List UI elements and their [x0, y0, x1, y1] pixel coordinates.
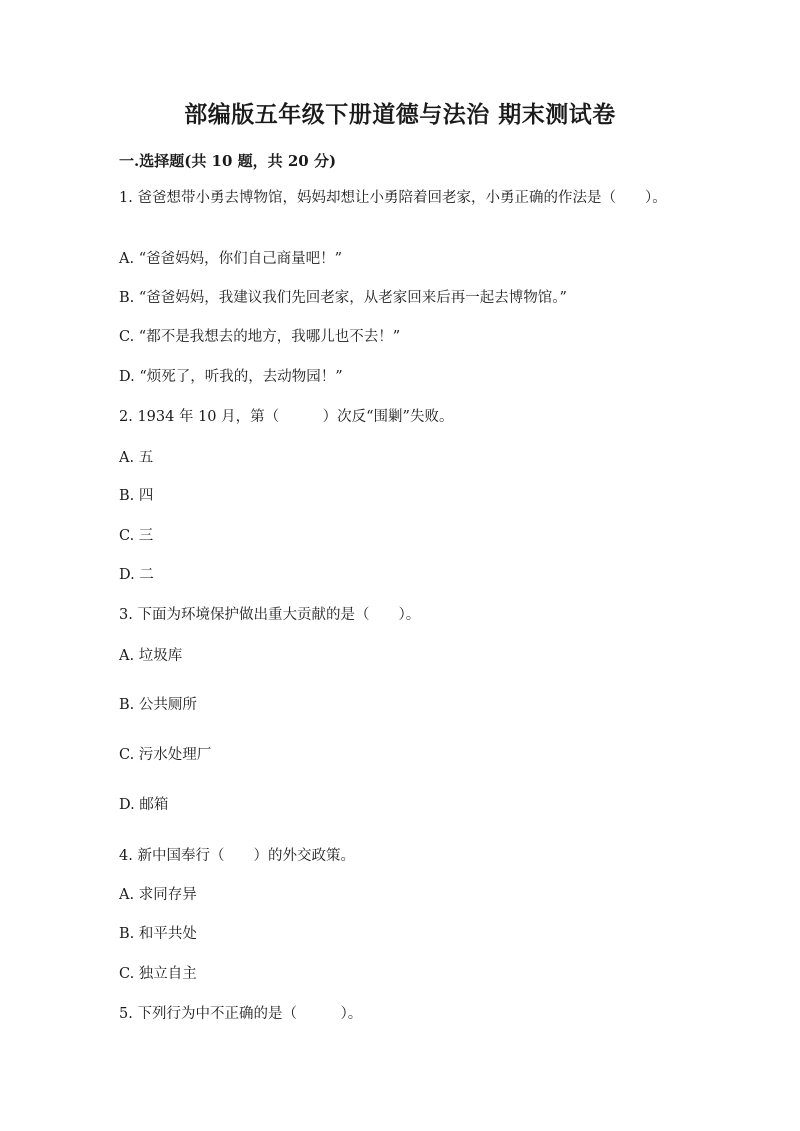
section-heading: 一.选择题(共 10 题，共 20 分) — [119, 152, 337, 170]
question-3-stem: 3. 下面为环境保护做出重大贡献的是（ ）。 — [119, 607, 421, 623]
question-4-stem: 4. 新中国奉行（ ）的外交政策。 — [119, 848, 355, 864]
question-4-option-b: B. 和平共处 — [119, 926, 197, 942]
question-3-option-d: D. 邮箱 — [119, 797, 169, 813]
question-1-option-c: C. “都不是我想去的地方，我哪儿也不去！” — [119, 329, 401, 345]
question-1-option-a: A. “爸爸妈妈，你们自己商量吧！” — [119, 251, 343, 267]
question-3-option-c: C. 污水处理厂 — [119, 747, 212, 763]
question-2-option-b: B. 四 — [119, 488, 154, 504]
question-1-option-d: D. “烦死了，听我的，去动物园！” — [119, 369, 343, 385]
question-1-stem: 1. 爸爸想带小勇去博物馆，妈妈却想让小勇陪着回老家，小勇正确的作法是（ ）。 — [119, 190, 667, 206]
question-4-option-c: C. 独立自主 — [119, 966, 197, 982]
question-2-stem: 2. 1934 年 10 月，第（ ）次反“围剿”失败。 — [119, 409, 454, 425]
question-2-option-d: D. 二 — [119, 567, 154, 583]
question-3-option-b: B. 公共厕所 — [119, 697, 197, 713]
question-4-option-a: A. 求同存异 — [119, 887, 197, 903]
question-1-option-b: B. “爸爸妈妈，我建议我们先回老家，从老家回来后再一起去博物馆。” — [119, 290, 567, 306]
question-2-option-a: A. 五 — [119, 450, 154, 466]
question-3-option-a: A. 垃圾库 — [119, 648, 183, 664]
page-title: 部编版五年级下册道德与法治 期末测试卷 — [184, 101, 616, 128]
question-2-option-c: C. 三 — [119, 528, 154, 544]
question-5-stem: 5. 下列行为中不正确的是（ ）。 — [119, 1006, 363, 1022]
